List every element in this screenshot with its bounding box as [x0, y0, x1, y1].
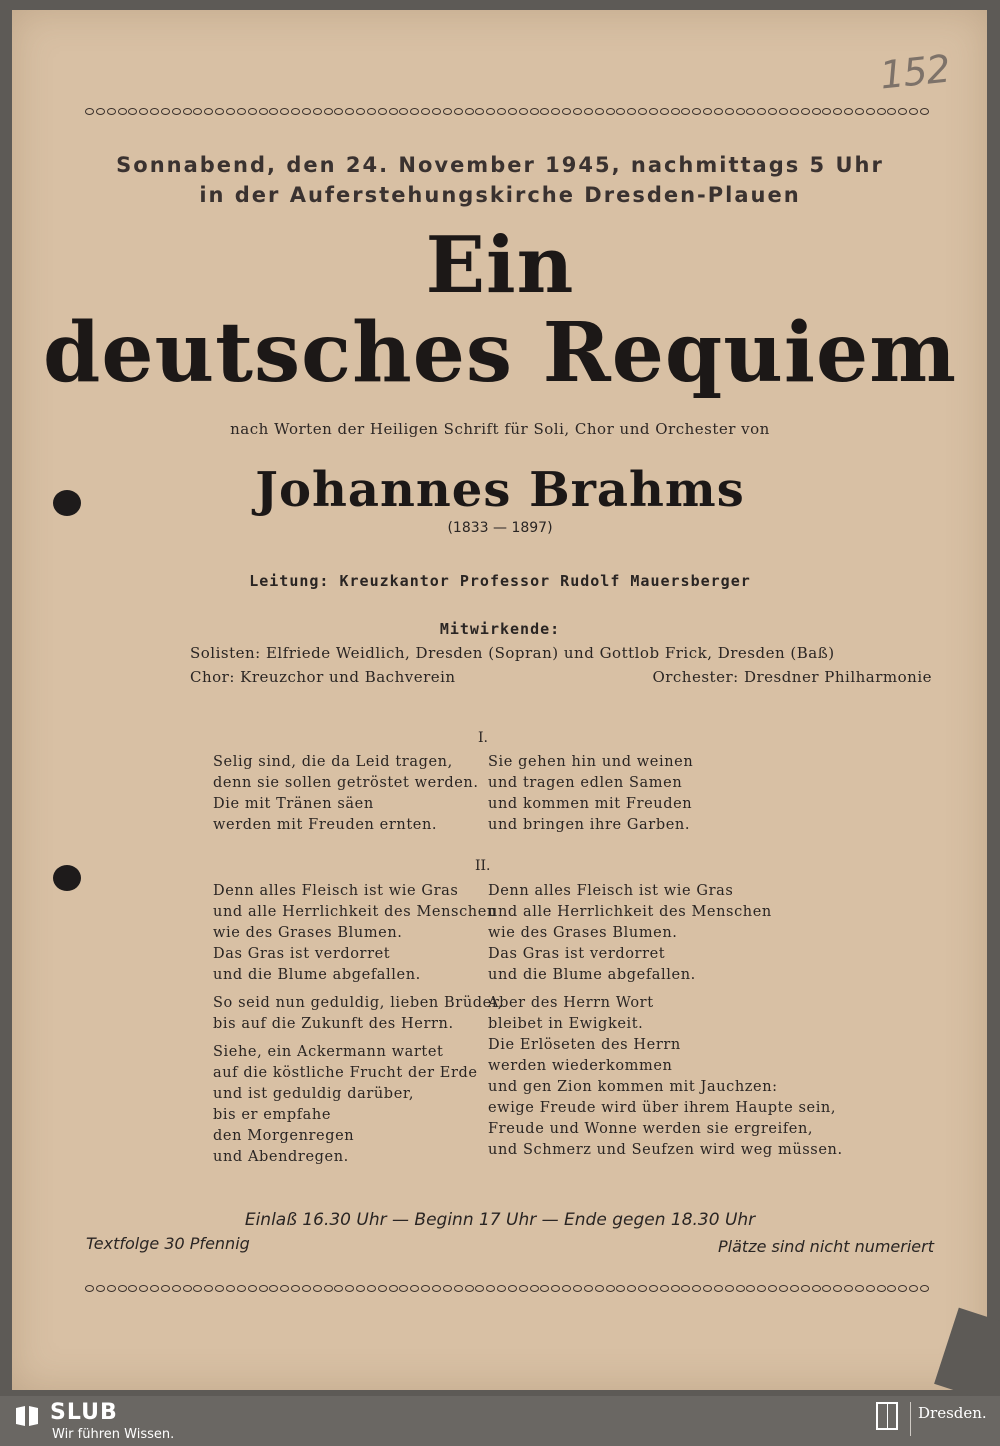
ornament-link — [768, 1285, 777, 1292]
ornament-link — [96, 1285, 105, 1292]
ornament-link — [96, 108, 105, 115]
text-price: Textfolge 30 Pfennig — [86, 1234, 250, 1253]
ornament-link — [606, 108, 615, 115]
ornament-link — [226, 108, 235, 115]
ornament-link — [887, 108, 896, 115]
ornament-link — [530, 1285, 539, 1292]
ornament-link — [616, 108, 625, 115]
ornament-link — [237, 108, 246, 115]
verse-line: Sie gehen hin und weinen — [488, 754, 694, 770]
ornament-link — [638, 108, 647, 115]
verse-line: Das Gras ist verdorret — [488, 946, 666, 962]
ornament-link — [660, 1285, 669, 1292]
ornament-link — [475, 108, 484, 115]
section-numeral: I. — [478, 730, 488, 746]
verse-line: Selig sind, die da Leid tragen, — [213, 754, 453, 770]
event-dateline: Sonnabend, den 24. November 1945, nachmittags 5 Uhr — [116, 153, 884, 177]
ornament-link — [486, 108, 495, 115]
verse-line: und Abendregen. — [213, 1149, 349, 1165]
ornament-link — [378, 1285, 387, 1292]
city-logo-text[interactable]: Dresden. — [918, 1404, 987, 1422]
ornament-link — [118, 108, 127, 115]
ornament-link — [757, 108, 766, 115]
ornament-link — [822, 1285, 831, 1292]
ornament-link — [508, 108, 517, 115]
ornament-link — [855, 108, 864, 115]
document-page — [12, 10, 987, 1390]
ornament-link — [833, 108, 842, 115]
ornament-link — [530, 108, 539, 115]
ornament-link — [812, 108, 821, 115]
ornament-link — [573, 1285, 582, 1292]
ornament-link — [649, 1285, 658, 1292]
ornament-link — [410, 1285, 419, 1292]
ornament-link — [334, 108, 343, 115]
seating-note: Plätze sind nicht numeriert — [718, 1237, 934, 1256]
verse-line: ewige Freude wird über ihrem Haupte sein, — [488, 1100, 837, 1116]
ornament-link — [877, 108, 886, 115]
ornament-link — [768, 108, 777, 115]
library-tagline: Wir führen Wissen. — [52, 1427, 175, 1442]
verse-line: und die Blume abgefallen. — [213, 967, 421, 983]
ornament-link — [85, 108, 94, 115]
ornament-link — [779, 108, 788, 115]
verse-line: auf die köstliche Frucht der Erde — [213, 1065, 478, 1081]
ornament-link — [324, 1285, 333, 1292]
ornament-link — [215, 1285, 224, 1292]
ornament-link — [486, 1285, 495, 1292]
ornament-link — [259, 108, 268, 115]
participants-heading: Mitwirkende: — [439, 620, 561, 638]
composer-years: (1833 — 1897) — [447, 520, 553, 536]
ornament-link — [746, 108, 755, 115]
ornament-link — [551, 1285, 560, 1292]
ornament-link — [399, 1285, 408, 1292]
conductor-line: Leitung: Kreuzkantor Professor Rudolf Mauersberger — [249, 572, 751, 590]
ornament-link — [497, 1285, 506, 1292]
ornament-link — [573, 108, 582, 115]
ornament-link — [248, 1285, 257, 1292]
ornament-link — [909, 108, 918, 115]
ornament-link — [128, 1285, 137, 1292]
ornament-link — [671, 108, 680, 115]
ornament-link — [334, 1285, 343, 1292]
ornament-link — [703, 108, 712, 115]
ornament-link — [399, 108, 408, 115]
ornament-link — [356, 108, 365, 115]
ornament-link — [465, 1285, 474, 1292]
section-1-left — [213, 752, 479, 836]
ornament-link — [616, 1285, 625, 1292]
ornament-link — [118, 1285, 127, 1292]
ornament-link — [736, 1285, 745, 1292]
title-line-1: Ein — [425, 220, 575, 311]
ornament-link — [671, 1285, 680, 1292]
ornament-link — [421, 108, 430, 115]
ornament-link — [193, 1285, 202, 1292]
ornament-link — [681, 108, 690, 115]
ornament-link — [313, 108, 322, 115]
ornament-border-top — [85, 106, 930, 116]
footer-bar — [0, 1396, 1000, 1446]
ornament-link — [660, 108, 669, 115]
verse-line: So seid nun geduldig, lieben Brüder, — [213, 995, 503, 1011]
verse-line: den Morgenregen — [213, 1128, 355, 1144]
ornament-link — [562, 1285, 571, 1292]
ornament-link — [454, 1285, 463, 1292]
ornament-link — [844, 108, 853, 115]
ornament-link — [269, 1285, 278, 1292]
section-numeral: II. — [475, 858, 491, 874]
ornament-link — [389, 1285, 398, 1292]
ornament-link — [920, 1285, 929, 1292]
ornament-link — [866, 1285, 875, 1292]
ornament-link — [812, 1285, 821, 1292]
ornament-link — [519, 108, 528, 115]
title-line-2: deutsches Requiem — [43, 305, 957, 401]
verse-line: und die Blume abgefallen. — [488, 967, 696, 983]
ornament-link — [606, 1285, 615, 1292]
ornament-link — [649, 108, 658, 115]
admission-times: Einlaß 16.30 Uhr — Beginn 17 Uhr — Ende gegen 18.30 Uhr — [244, 1210, 756, 1230]
ornament-link — [421, 1285, 430, 1292]
verse-line: und tragen edlen Samen — [488, 775, 683, 791]
punch-hole — [53, 865, 81, 891]
ornament-link — [432, 108, 441, 115]
library-name[interactable]: SLUB — [50, 1400, 118, 1425]
ornament-link — [844, 1285, 853, 1292]
ornament-link — [584, 108, 593, 115]
ornament-link — [280, 108, 289, 115]
ornament-link — [172, 108, 181, 115]
ornament-link — [833, 1285, 842, 1292]
ornament-link — [866, 108, 875, 115]
verse-line: und alle Herrlichkeit des Menschen — [488, 904, 772, 920]
verse-line: wie des Grases Blumen. — [213, 925, 403, 941]
ornament-link — [497, 108, 506, 115]
ornament-link — [540, 1285, 549, 1292]
ornament-link — [898, 1285, 907, 1292]
dresden-crest-icon — [876, 1402, 898, 1430]
verse-line: und ist geduldig darüber, — [213, 1086, 415, 1102]
ornament-link — [324, 108, 333, 115]
footer-divider — [910, 1402, 911, 1436]
verse-line: Denn alles Fleisch ist wie Gras — [213, 883, 459, 899]
ornament-link — [291, 108, 300, 115]
ornament-link — [801, 1285, 810, 1292]
section-2-left — [213, 881, 503, 1168]
event-location: in der Auferstehungskirche Dresden-Plauen — [199, 183, 801, 207]
subtitle: nach Worten der Heiligen Schrift für Soli, Chor und Orchester von — [230, 420, 770, 438]
ornament-link — [215, 108, 224, 115]
verse-line: wie des Grases Blumen. — [488, 925, 678, 941]
ornament-link — [107, 1285, 116, 1292]
ornament-link — [801, 108, 810, 115]
ornament-link — [443, 108, 452, 115]
ornament-link — [736, 108, 745, 115]
ornament-link — [302, 108, 311, 115]
ornament-link — [269, 108, 278, 115]
ornament-link — [540, 108, 549, 115]
ornament-link — [291, 1285, 300, 1292]
ornament-link — [519, 1285, 528, 1292]
ornament-link — [280, 1285, 289, 1292]
ornament-link — [345, 108, 354, 115]
ornament-link — [367, 1285, 376, 1292]
verse-line: und alle Herrlichkeit des Menschen — [213, 904, 497, 920]
ornament-link — [638, 1285, 647, 1292]
verse-line: denn sie sollen getröstet werden. — [213, 775, 479, 791]
ornament-link — [128, 108, 137, 115]
verse-line: Siehe, ein Ackermann wartet — [213, 1044, 444, 1060]
ornament-link — [378, 108, 387, 115]
ornament-link — [920, 108, 929, 115]
ornament-link — [898, 108, 907, 115]
ornament-link — [877, 1285, 886, 1292]
ornament-border-bottom — [85, 1283, 930, 1293]
ornament-link — [681, 1285, 690, 1292]
ornament-link — [692, 1285, 701, 1292]
ornament-link — [367, 108, 376, 115]
verse-line: Die Erlöseten des Herrn — [488, 1037, 681, 1053]
ornament-link — [595, 108, 604, 115]
soloists-line: Solisten: Elfriede Weidlich, Dresden (Sopran) und Gottlob Frick, Dresden (Baß) — [190, 644, 835, 662]
ornament-link — [204, 108, 213, 115]
ornament-link — [150, 1285, 159, 1292]
verse-line: werden wiederkommen — [488, 1058, 673, 1074]
verse-line: und kommen mit Freuden — [488, 796, 693, 812]
ornament-link — [139, 108, 148, 115]
ornament-link — [139, 1285, 148, 1292]
ornament-link — [909, 1285, 918, 1292]
ornament-link — [183, 108, 192, 115]
ornament-link — [595, 1285, 604, 1292]
ornament-link — [248, 108, 257, 115]
ornament-link — [779, 1285, 788, 1292]
ornament-link — [454, 108, 463, 115]
ornament-link — [508, 1285, 517, 1292]
verse-line: Denn alles Fleisch ist wie Gras — [488, 883, 734, 899]
ornament-link — [313, 1285, 322, 1292]
composer-name: Johannes Brahms — [255, 462, 745, 518]
verse-line: und bringen ihre Garben. — [488, 817, 691, 833]
verse-line: Das Gras ist verdorret — [213, 946, 391, 962]
ornament-link — [822, 108, 831, 115]
ornament-link — [562, 108, 571, 115]
ornament-link — [790, 1285, 799, 1292]
ornament-link — [161, 108, 170, 115]
ornament-link — [790, 108, 799, 115]
ornament-link — [389, 108, 398, 115]
archive-number: 152 — [877, 46, 952, 98]
ornament-link — [714, 108, 723, 115]
ornament-link — [746, 1285, 755, 1292]
verse-line: werden mit Freuden ernten. — [213, 817, 438, 833]
ornament-link — [432, 1285, 441, 1292]
choir-line: Chor: Kreuzchor und Bachverein — [190, 668, 456, 686]
ornament-link — [85, 1285, 94, 1292]
ornament-link — [150, 108, 159, 115]
section-2-right — [488, 881, 843, 1161]
ornament-link — [302, 1285, 311, 1292]
ornament-link — [757, 1285, 766, 1292]
ornament-link — [226, 1285, 235, 1292]
verse-line: und gen Zion kommen mit Jauchzen: — [488, 1079, 778, 1095]
verse-line: bis er empfahe — [213, 1107, 332, 1123]
ornament-link — [443, 1285, 452, 1292]
ornament-link — [584, 1285, 593, 1292]
ornament-link — [107, 108, 116, 115]
orchestra-line: Orchester: Dresdner Philharmonie — [652, 668, 932, 686]
slub-book-icon — [14, 1404, 40, 1428]
ornament-link — [204, 1285, 213, 1292]
section-1-right — [488, 752, 693, 836]
ornament-link — [627, 1285, 636, 1292]
ornament-link — [237, 1285, 246, 1292]
ornament-link — [551, 108, 560, 115]
ornament-link — [714, 1285, 723, 1292]
ornament-link — [855, 1285, 864, 1292]
verse-line: Die mit Tränen säen — [213, 796, 374, 812]
ornament-link — [475, 1285, 484, 1292]
ornament-link — [703, 1285, 712, 1292]
ornament-link — [356, 1285, 365, 1292]
ornament-link — [692, 108, 701, 115]
verse-line: Freude und Wonne werden sie ergreifen, — [488, 1121, 814, 1137]
ornament-link — [725, 108, 734, 115]
ornament-link — [183, 1285, 192, 1292]
ornament-link — [887, 1285, 896, 1292]
ornament-link — [161, 1285, 170, 1292]
ornament-link — [410, 108, 419, 115]
verse-line: bleibet in Ewigkeit. — [488, 1016, 644, 1032]
ornament-link — [172, 1285, 181, 1292]
ornament-link — [345, 1285, 354, 1292]
verse-line: Aber des Herrn Wort — [488, 995, 654, 1011]
ornament-link — [627, 108, 636, 115]
ornament-link — [465, 108, 474, 115]
verse-line: und Schmerz und Seufzen wird weg müssen. — [488, 1142, 843, 1158]
verse-line: bis auf die Zukunft des Herrn. — [213, 1016, 454, 1032]
ornament-link — [193, 108, 202, 115]
ornament-link — [259, 1285, 268, 1292]
ornament-link — [725, 1285, 734, 1292]
